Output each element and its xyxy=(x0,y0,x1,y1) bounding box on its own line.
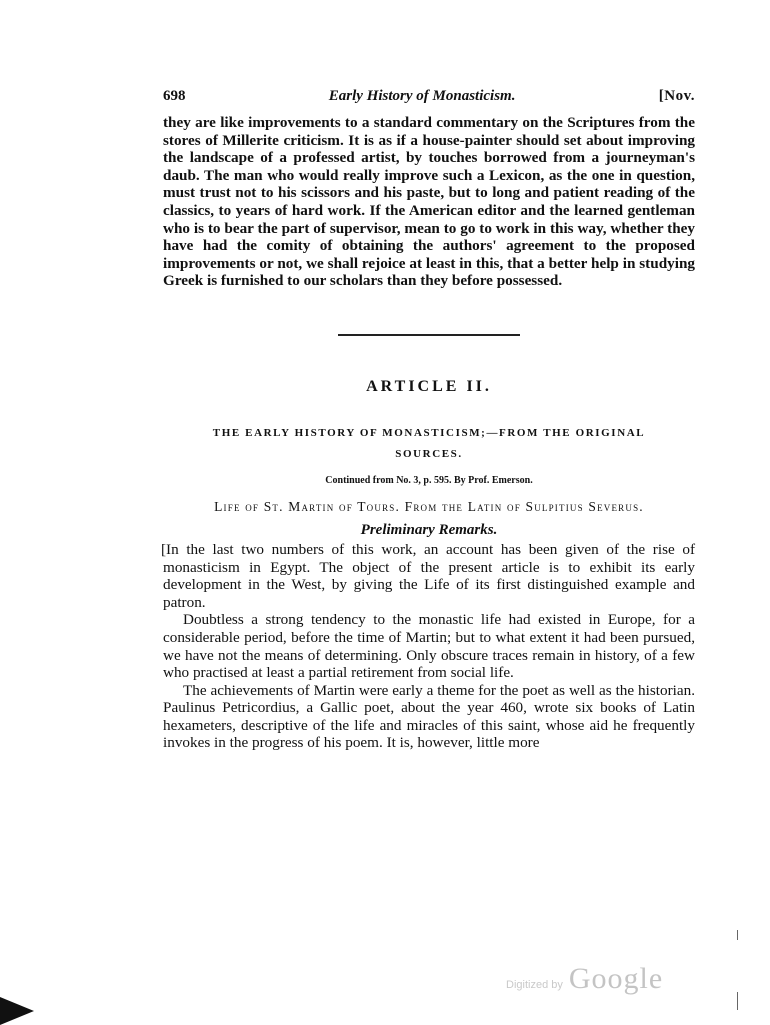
body-paragraph-3: The achievements of Martin were early a theme for the poet as well as the historian. Paulinus Petricordius, a Gallic poet, about the year 460, wrote six books of Latin hexameters, descriptive of the life and miracles of this saint, whose aid he frequently invokes in the progress of his poem. It is, however, little more xyxy=(163,681,695,752)
body-paragraph-2: Doubtless a strong tendency to the monastic life had existed in Europe, for a considerable period, before the time of Martin; but to what extent it had been pursued, we have not the means of determining. Only obscure traces remain in history, of a few who practised at least a partial retirement from social life. xyxy=(163,611,695,682)
article-subject-line-1: THE EARLY HISTORY OF MONASTICISM;—FROM THE ORIGINAL xyxy=(212,426,646,439)
review-paragraph: they are like improvements to a standard commentary on the Scriptures from the stores of Millerite criticism. It is as if a house-painter should set about improving the landscape of a professed artist, by touches borrowed from a journeyman's daub. The man who would really improve such a Lexicon, as the one in question, must trust not to his scissors and his paste, but to long and patient reading of the classics, to years of hard work. If the American editor and the learned gentleman who is to bear the part of supervisor, mean to go to work in this way, whether they have had the comity of obtaining the authors' agreement to the proposed improvements or not, we shall rejoice at least in this, that a better help in studying Greek is furnished to our scholars than they before possessed. xyxy=(163,114,695,290)
article-heading: ARTICLE II. xyxy=(366,377,492,395)
running-head xyxy=(163,88,695,114)
body-paragraph-1: [In the last two numbers of this work, an account has been given of the rise of monasticism in Egypt. The object of the present article is to exhibit its early development in the West, by giving the Life of its first distinguished example and patron. xyxy=(161,540,695,611)
scan-edge-mark xyxy=(737,930,738,940)
watermark-brand: Google xyxy=(568,962,664,995)
work-title: Life of St. Martin of Tours. From the Latin of Sulpitius Severus. xyxy=(214,498,644,514)
page-number: 698 xyxy=(163,88,186,104)
page-content xyxy=(163,88,695,752)
watermark-prefix: Digitized by xyxy=(506,979,563,991)
running-title: Early History of Monasticism. xyxy=(328,88,516,104)
section-divider xyxy=(338,334,520,336)
running-month: [Nov. xyxy=(658,88,695,104)
digitization-watermark xyxy=(506,962,663,996)
article-subject xyxy=(163,423,695,465)
article-subject-line-2: SOURCES. xyxy=(395,447,463,460)
continuation-note: Continued from No. 3, p. 595. By Prof. Emerson. xyxy=(325,474,533,486)
page-turn-arrow-icon xyxy=(0,997,34,1025)
scan-edge-mark xyxy=(737,992,738,1010)
section-title: Preliminary Remarks. xyxy=(360,521,498,538)
